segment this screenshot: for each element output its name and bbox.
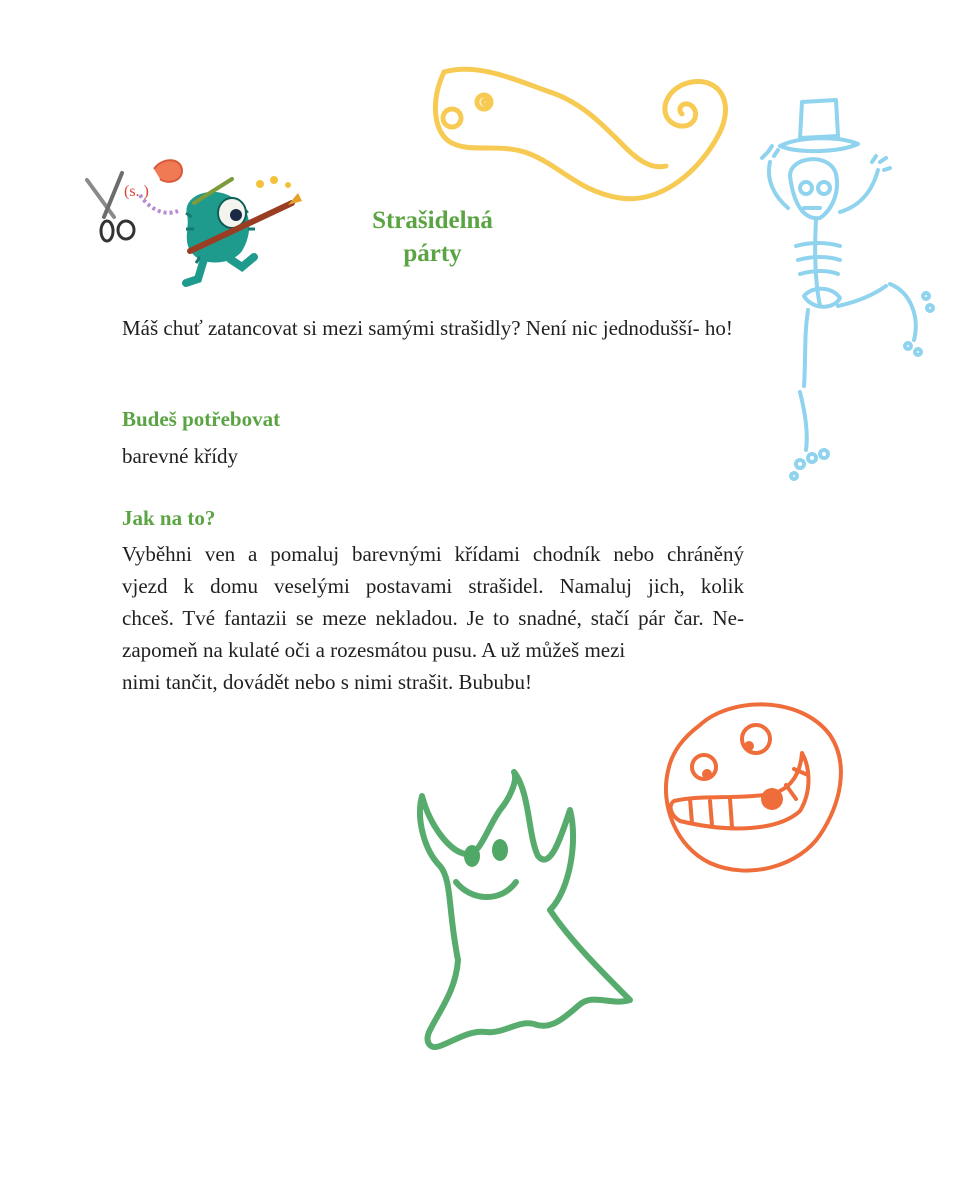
green-ghost-drawing xyxy=(400,770,640,1060)
materials-heading: Budeš potřebovat xyxy=(122,407,281,431)
intro-paragraph xyxy=(122,312,744,344)
pumpkin-face-drawing xyxy=(660,695,850,880)
page-reference-label: (s. ) xyxy=(124,183,149,200)
materials-item: barevné křídy xyxy=(122,444,239,468)
yellow-ghost-drawing xyxy=(430,62,740,212)
instructions-heading: Jak na to? xyxy=(122,506,216,530)
paintbrush-monster-illustration xyxy=(82,155,307,290)
page-title xyxy=(330,204,535,270)
intro-line-1: Máš chuť zatancovat si mezi samými strašidly? Není nic jednodušší- xyxy=(122,316,700,340)
title-line-2: párty xyxy=(403,240,462,267)
instructions-line: vjezd k domu veselými postavami strašidel. Namaluj jich, kolik xyxy=(122,574,744,598)
instructions-line: chceš. Tvé fantazii se meze nekladou. Je to snadné, stačí pár čar. Ne- xyxy=(122,606,744,630)
instructions-paragraph xyxy=(122,538,744,698)
craft-illustration xyxy=(82,155,307,290)
instructions-line: Vyběhni ven a pomaluj barevnými křídami chodník nebo chráněný xyxy=(122,542,744,566)
skeleton-drawing xyxy=(760,96,935,488)
instructions-line: nimi tančit, dovádět nebo s nimi strašit. Bububu! xyxy=(122,670,533,694)
intro-line-2: ho! xyxy=(704,316,733,340)
title-line-1: Strašidelná xyxy=(372,207,493,234)
instructions-line: zapomeň na kulaté oči a rozesmátou pusu. A už můžeš mezi xyxy=(122,638,626,662)
